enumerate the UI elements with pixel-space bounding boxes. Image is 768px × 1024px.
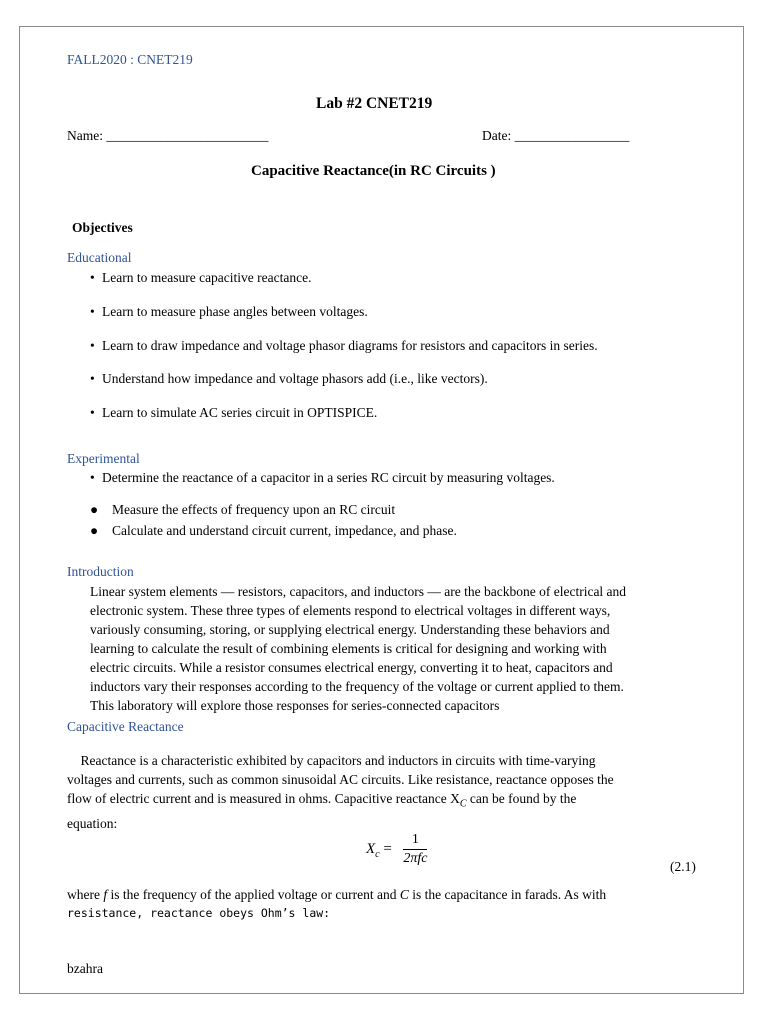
date-field-label: Date: _________________ xyxy=(482,128,630,143)
lab-title: Lab #2 CNET219 xyxy=(316,95,433,112)
equation-number: (2.1) xyxy=(670,859,696,874)
list-item: • Determine the reactance of a capacitor in a series RC circuit by measuring voltages. xyxy=(90,470,555,485)
list-item: • Learn to simulate AC series circuit in OPTISPICE. xyxy=(90,405,378,420)
bullet-icon: • xyxy=(90,270,95,285)
list-item: ● Calculate and understand circuit current, impedance, and phase. xyxy=(90,523,457,538)
bullet-icon: • xyxy=(90,304,95,319)
educational-heading: Educational xyxy=(67,250,132,265)
bullet-icon: • xyxy=(90,470,95,485)
list-item: ● Measure the effects of frequency upon an RC circuit xyxy=(90,502,396,517)
experimental-heading: Experimental xyxy=(67,451,140,466)
bullet-icon: • xyxy=(90,405,95,420)
list-item: • Learn to draw impedance and voltage phasor diagrams for resistors and capacitors in series. xyxy=(90,338,598,353)
name-field-label: Name: ________________________ xyxy=(67,128,269,143)
course-header: FALL2020 : CNET219 xyxy=(67,52,193,67)
bullet-icon: ● xyxy=(90,502,99,517)
formula-fraction: $\frac{1}{\text{2πfc}}$ xyxy=(403,832,428,866)
bullet-icon: • xyxy=(90,338,95,353)
after-formula-paragraph: where f is the frequency of the applied voltage or current and C is the capacitance in farads. As with resistance, reactance obeys Ohm’s law: xyxy=(67,887,607,920)
bullet-icon: ● xyxy=(90,523,99,538)
list-item: • Learn to measure phase angles between voltages. xyxy=(90,304,368,319)
bullet-icon: • xyxy=(90,371,95,386)
reactance-formula: $X_c$ = $\frac{1}{\text{2πfc}}$ xyxy=(366,832,428,866)
main-title: Capacitive Reactance(in RC Circuits ) xyxy=(251,163,496,179)
list-item: • Learn to measure capacitive reactance. xyxy=(90,270,312,285)
introduction-paragraph: Linear system elements — resistors, capacitors, and inductors — are the backbone of electrical and electronic system. These three types of elements respond to electrical voltages in different ways, variously consuming, storing, or supplying electrical energy. Understanding these behaviors and learning to calculate the result of combining elements is critical for designing and working with electric circuits. While a resistor consumes electrical energy, converting it to heat, capacitors and inductors vary their responses according to the frequency of the voltage or current applied to them. This laboratory will explore those responses for series-connected capacitors xyxy=(90,584,627,713)
capacitive-reactance-heading: Capacitive Reactance xyxy=(67,719,184,734)
list-item: • Understand how impedance and voltage phasors add (i.e., like vectors). xyxy=(90,371,488,386)
objectives-heading: Objectives xyxy=(72,220,133,235)
introduction-heading: Introduction xyxy=(67,564,134,579)
document-page xyxy=(19,26,744,994)
footer-author: bzahra xyxy=(67,961,103,976)
reactance-paragraph: Reactance is a characteristic exhibited by capacitors and inductors in circuits with time-varying voltages and currents, such as common sinusoidal AC circuits. Like resistance, reactance opposes the flow of electric current and is measured in ohms. Capacitive reactance $X_C$ can be found by the equation: xyxy=(67,753,614,831)
